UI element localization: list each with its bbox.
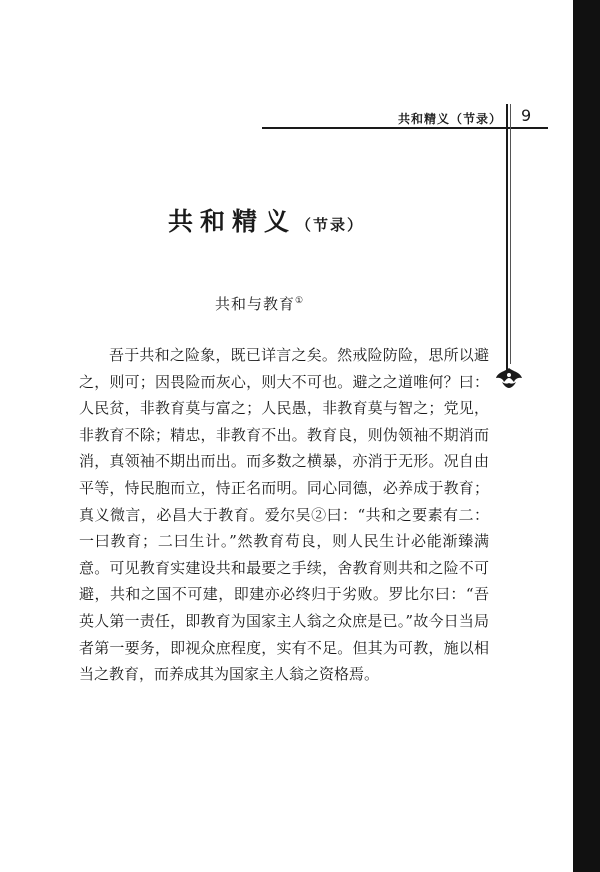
page-number: 9 <box>521 106 532 125</box>
title-main: 共和精义 <box>168 207 297 236</box>
footnote-marker: ① <box>295 296 305 306</box>
vertical-rule-thin <box>510 104 511 364</box>
page-title <box>168 202 364 238</box>
section-heading <box>215 293 304 314</box>
flower-ornament-icon <box>494 366 524 390</box>
running-head-title: 共和精义（节录） <box>398 112 503 126</box>
title-subtitle: （节录） <box>296 216 365 234</box>
page-edge-bar <box>573 0 600 872</box>
body-paragraph: 吾于共和之险象，既已详言之矣。然戒险防险，思所以避之，则可；因畏险而灰心，则大不可也。避之之道唯何？曰：人民贫，非教育莫与富之；人民愚，非教育莫与智之；党见，非教育不除；精忠，非教育不出。教育良，则伪领袖不期消而消，真领袖不期出而出。而多数之横暴，亦消于无形。况自由平等，恃民胞而立，恃正名而明。同心同德，必养成于教育；真义微言，必昌大于教育。爱尔吴②曰：“共和之要素有二：一曰教育；二曰生计。”然教育苟良，则人民生计必能渐臻满意。可见教育实建设共和最要之手续，舍教育则共和之险不可避，共和之国不可建，即建亦必终归于劣败。罗比尔曰：“吾英人第一责任，即教育为国家主人翁之众庶是已。”故今日当局者第一要务，即视众庶程度，实有不足。但其为可教，施以相当之教育，而养成其为国家主人翁之资格焉。 <box>79 346 489 684</box>
vertical-rule <box>506 104 508 374</box>
section-heading-text: 共和与教育 <box>215 295 296 313</box>
